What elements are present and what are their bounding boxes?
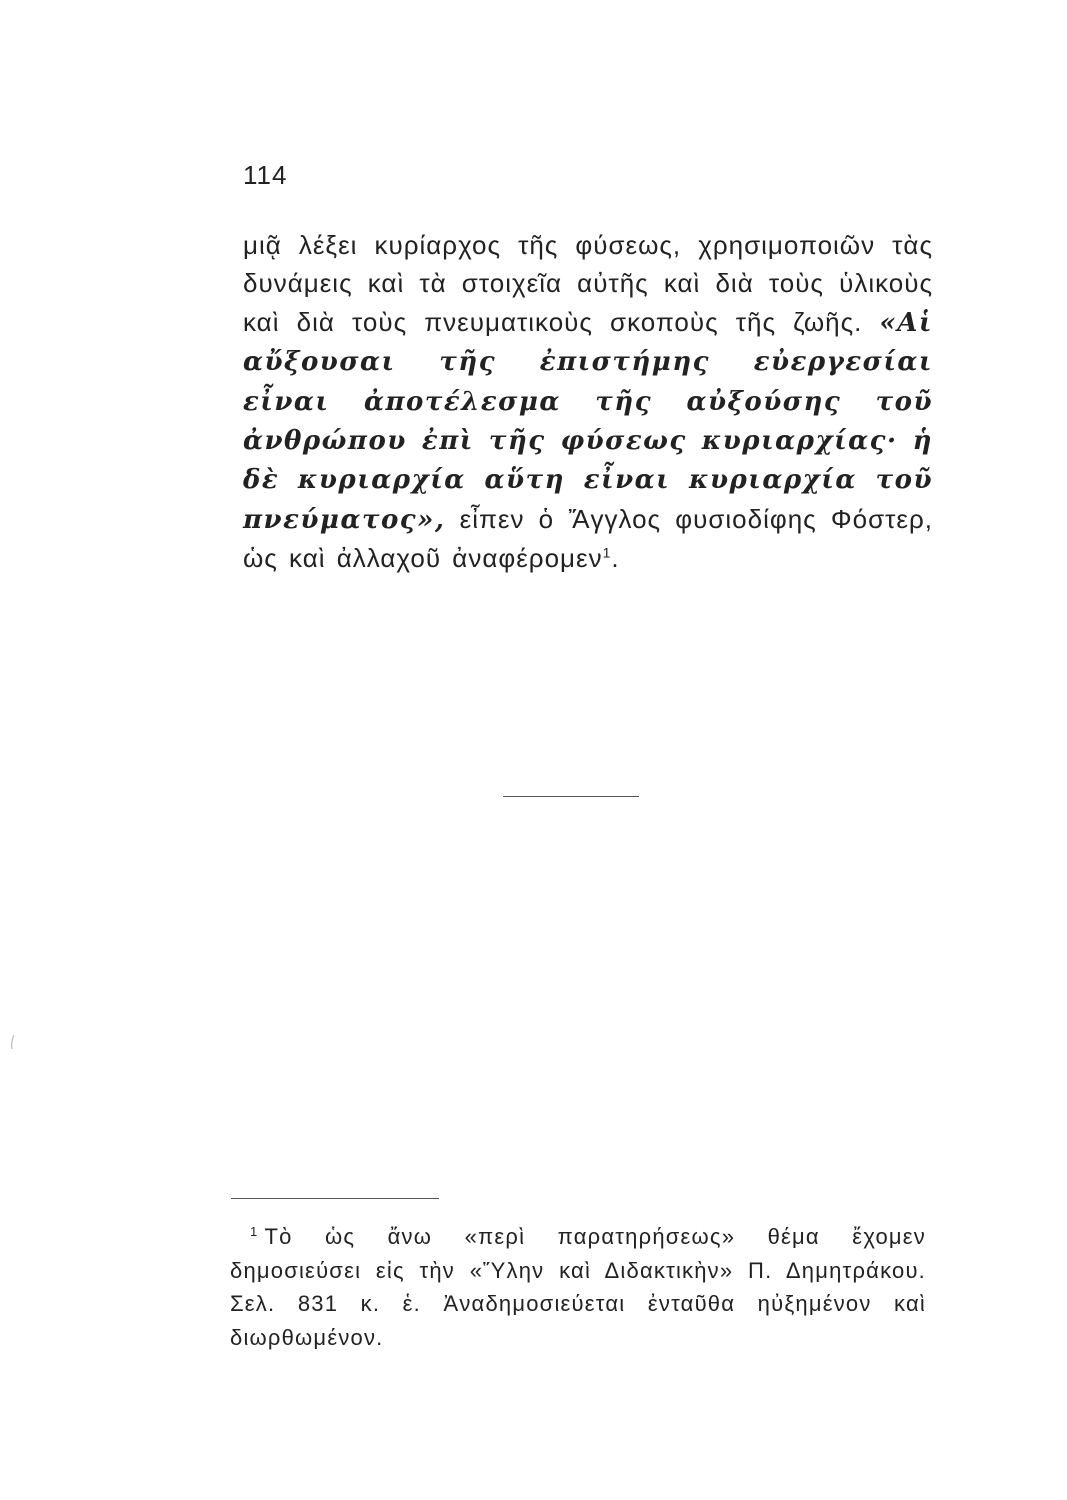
body-text-after-quote: εἶπεν ὁ Ἄγγλος φυσιοδίφης Φόστερ, ὡς καὶ ἀλλαχοῦ ἀναφέρομεν bbox=[243, 503, 933, 574]
footnote-marker: 1 bbox=[250, 1223, 259, 1239]
footnote bbox=[230, 1220, 926, 1354]
footnote-text: Τὸ ὡς ἄνω «περὶ παρατηρήσεως» θέμα ἔχομεν δημοσιεύσει εἰς τὴν «Ὕλην καὶ Διδακτικὴν» Π. Δημητράκου. Σελ. 831 κ. ἑ. Ἀναδημοσιεύεται ἐνταῦθα ηὐξημένον καὶ διωρθωμένον. bbox=[230, 1224, 926, 1350]
body-paragraph bbox=[243, 226, 933, 578]
body-text-before-quote: μιᾷ λέξει κυρίαρχος τῆς φύσεως, χρησιμοποιῶν τὰς δυνάμεις καὶ τὰ στοιχεῖα αὐτῆς καὶ διὰ τοὺς ὑλικοὺς καὶ διὰ τοὺς πνευματικοὺς σκοποὺς τῆς ζωῆς. bbox=[243, 230, 933, 337]
footnote-separator bbox=[231, 1198, 439, 1199]
section-divider bbox=[503, 796, 639, 797]
footnote-reference: 1 bbox=[602, 544, 612, 561]
page-number: 114 bbox=[243, 160, 288, 190]
quotation: «Αἱ αὔξουσαι τῆς ἐπιστήμης εὐεργεσίαι εἶναι ἀποτέλεσμα τῆς αὐξούσης τοῦ ἀνθρώπου ἐπὶ τῆς φύσεως κυριαρχίας· ἡ δὲ κυριαρχία αὕτη εἶναι κυριαρχία τοῦ πνεύματος», bbox=[243, 307, 933, 535]
body-end-punctuation: . bbox=[611, 543, 620, 574]
margin-smudge bbox=[8, 1034, 18, 1050]
